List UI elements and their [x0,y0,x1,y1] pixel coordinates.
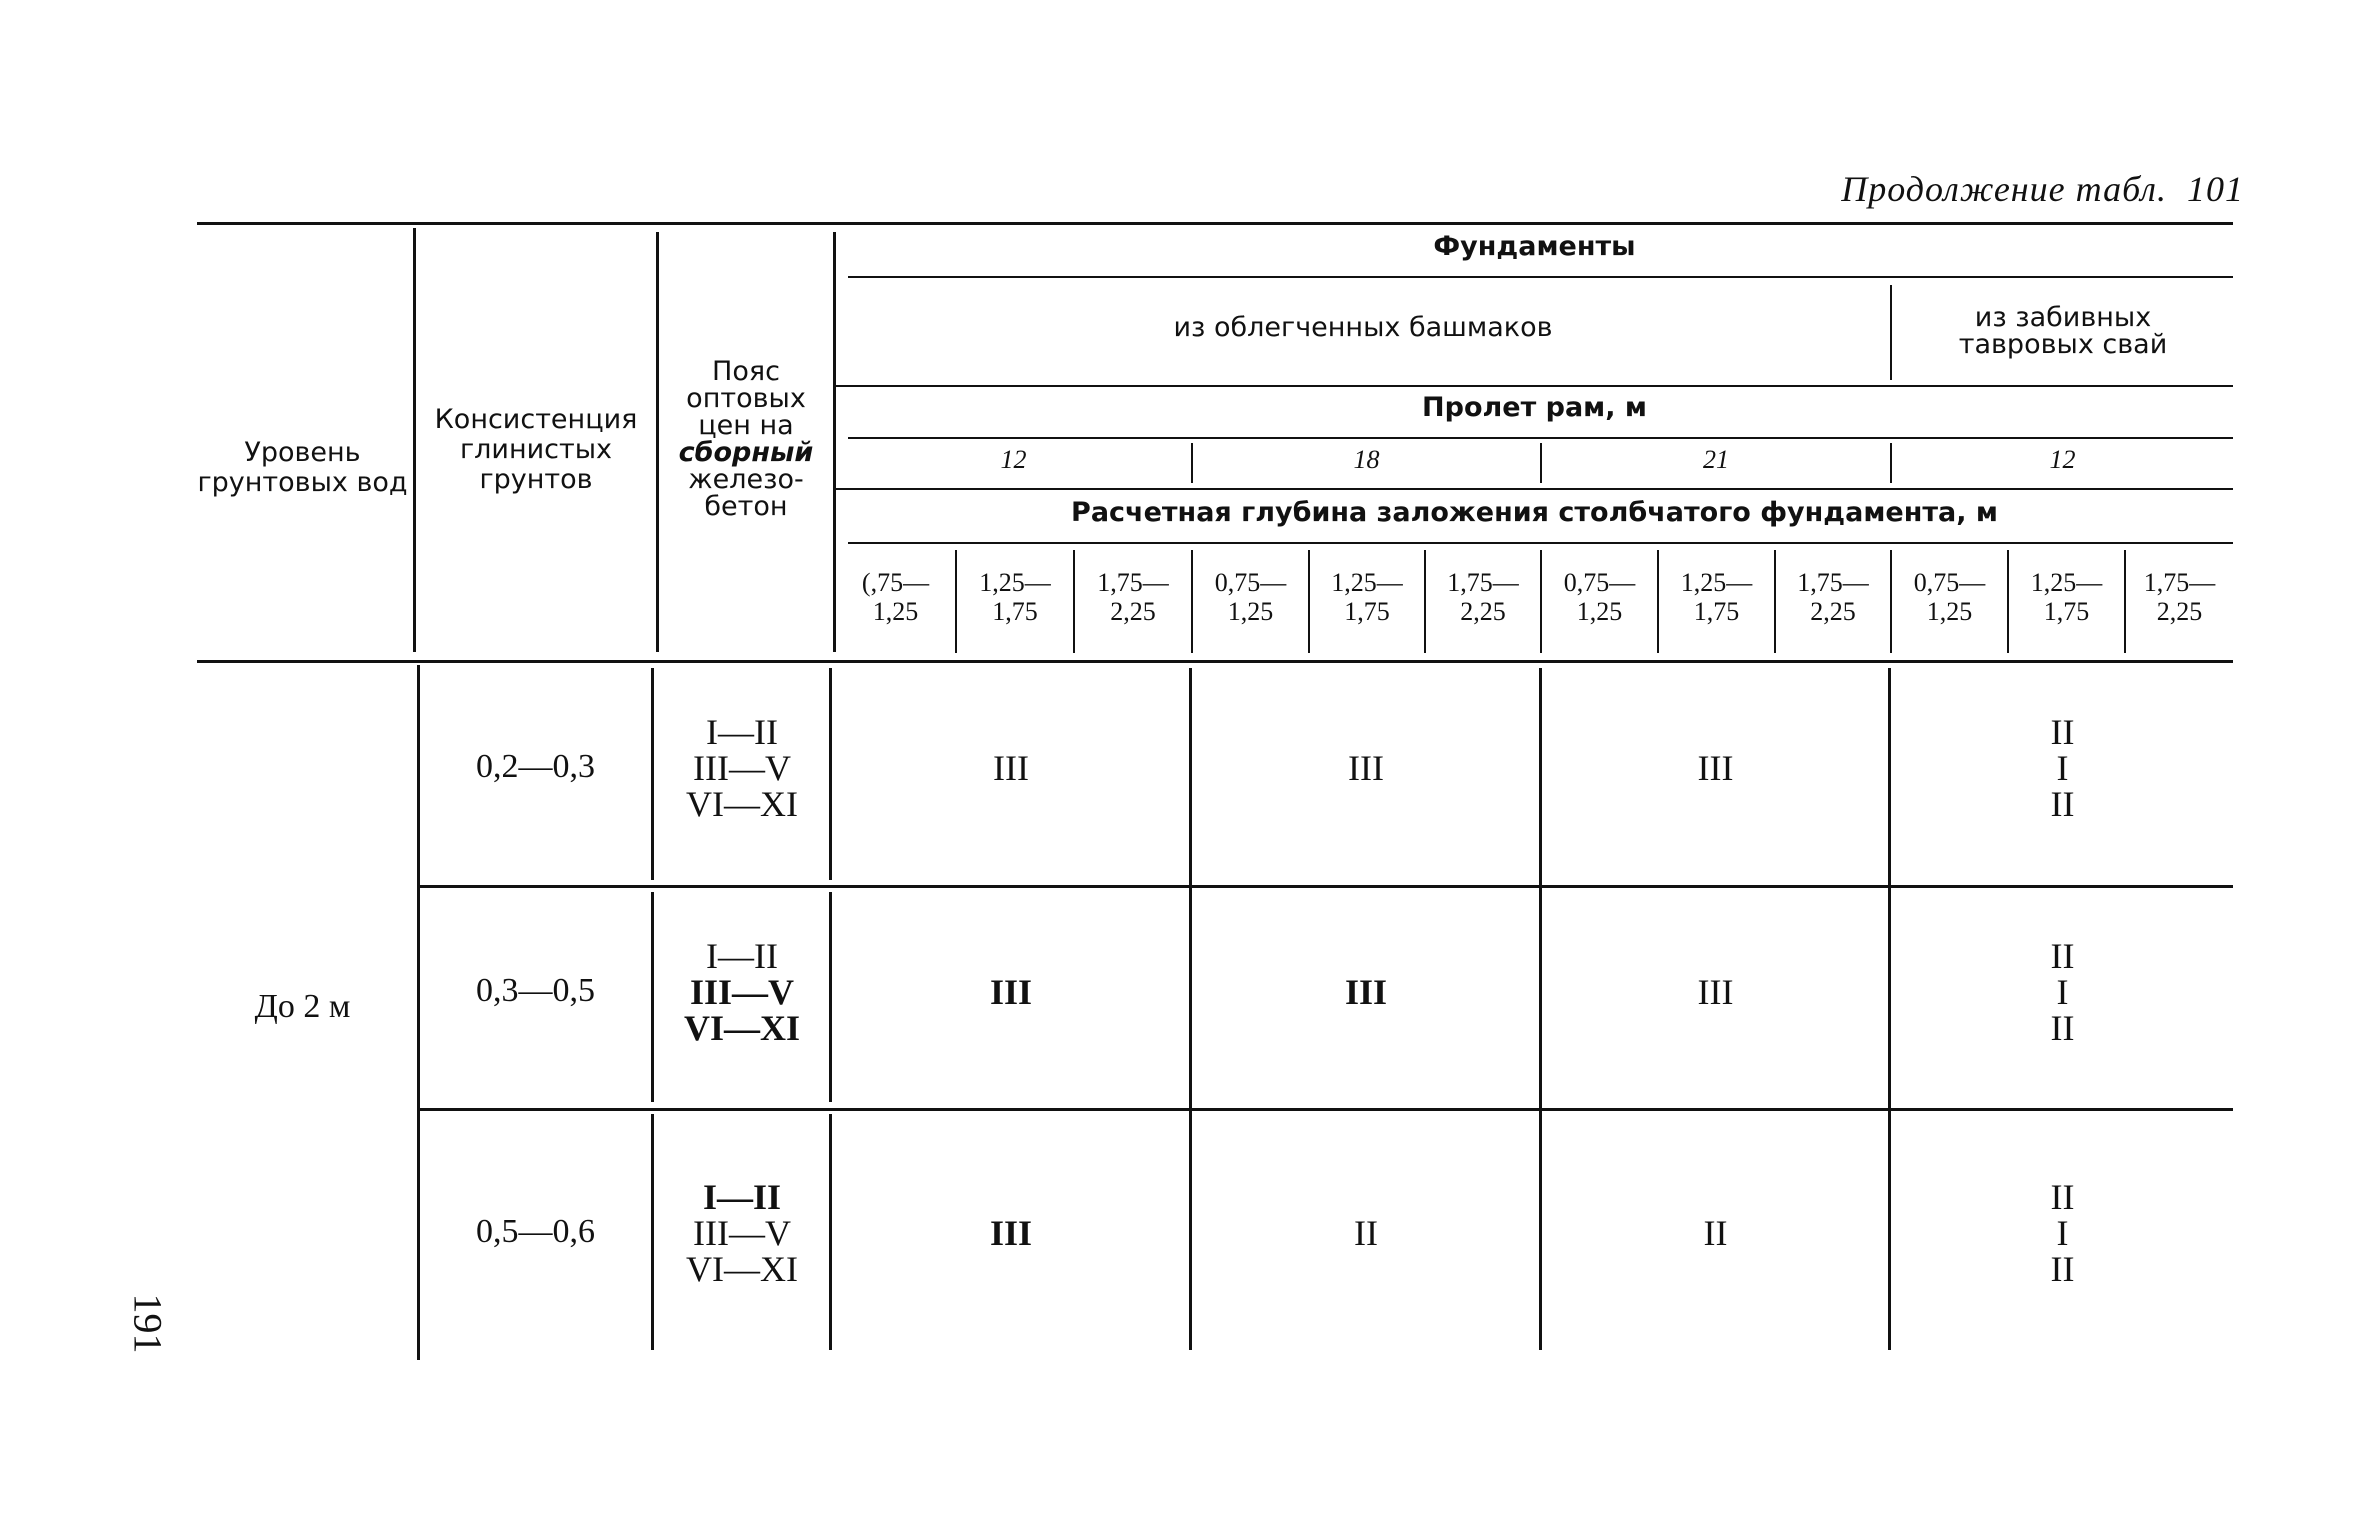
rule-under-span-values [835,488,2233,490]
page-number: 191 [125,1293,171,1354]
header-vline-types [1890,285,1892,380]
depth-range: 0,75— 1,25 [1214,568,1287,627]
header-groundwater-level: Уровень грунтовых вод [197,437,408,499]
header-frame-span: Пролет рам, м [1422,392,1647,423]
body-vline-belt-r3 [651,1114,654,1350]
row2-bottom-rule [420,1108,2233,1111]
span-value: 21 [1703,445,1729,474]
header-soil-consistency: Консистенция глинистых грунтов [434,404,638,496]
body-vline-belt-r1 [651,668,654,880]
row3-class-piles: II I II [2050,1177,2075,1289]
span-value: 12 [2049,445,2076,474]
groundwater-level-value: До 2 м [254,988,351,1025]
body-vline-c12-r3 [829,1114,832,1350]
row2-class-piles: II I II [2050,936,2075,1048]
header-foundations: Фундаменты [1433,231,1636,262]
row1-class-piles: II I II [2050,712,2075,824]
row1-bottom-rule [420,885,2233,888]
row2-class-span21: III [1697,972,1734,1012]
depth-range: 1,25— 1,75 [979,568,1051,627]
body-vline-piles [1888,668,1891,1350]
row3-class-span12: III [989,1213,1033,1253]
depth-range: 1,75— 2,25 [1797,568,1869,627]
row2-consistency: 0,3—0,5 [476,972,595,1009]
table-caption: Продолжение табл. 101 [1841,169,2244,209]
row1-consistency: 0,2—0,3 [476,748,595,785]
body-vline-c12-r2 [829,892,832,1102]
row3-consistency: 0,5—0,6 [476,1213,595,1250]
row3-class-span21: II [1703,1213,1728,1253]
depth-range: 1,25— 1,75 [1680,568,1753,627]
top-rule [197,222,2233,225]
depth-range: 0,75— 1,25 [1563,568,1636,627]
body-vline-c18 [1189,668,1192,1350]
depth-range: 1,75— 2,25 [1097,568,1169,627]
body-vline-c21 [1539,668,1542,1350]
row2-belts: I—II III—V VI—XI [683,936,800,1048]
span-value: 12 [1000,445,1027,474]
row1-class-span12: III [993,748,1029,788]
rule-under-types [835,385,2233,387]
row3-belts: I—II III—V VI—XI [686,1177,798,1289]
row3-class-span18: II [1354,1213,1378,1253]
row1-class-span18: III [1348,748,1384,788]
rule-under-depth [848,542,2233,544]
header-design-depth: Расчетная глубина заложения столбчатого фундамента, м [1071,497,1998,528]
row2-class-span12: III [989,972,1033,1012]
header-light-shoes: из облегченных башмаков [1173,312,1553,343]
depth-range: 1,75— 2,25 [1447,568,1519,627]
header-driven-piles: из забивных тавровых свай [1958,302,2168,360]
body-vline-belt-r2 [651,892,654,1102]
span-value: 18 [1353,445,1380,474]
depth-range: 1,75— 2,25 [2143,568,2216,627]
rule-under-foundations [848,276,2233,278]
rule-under-span [848,437,2233,439]
row1-class-span21: III [1697,748,1734,788]
header-price-belt: Пояс оптовых цен на сборный железо- бетон [678,356,814,522]
depth-range: 1,25— 1,75 [2030,568,2103,627]
depth-range: 1,25— 1,75 [1331,568,1403,627]
depth-range: (,75— 1,25 [861,568,930,627]
depth-range: 0,75— 1,25 [1913,568,1986,627]
body-vline-c12-r1 [829,668,832,880]
row2-class-span18: III [1344,972,1388,1012]
header-vline-2 [656,232,659,652]
row1-belts: I—II III—V VI—XI [686,712,798,824]
header-bottom-rule [197,660,2233,663]
